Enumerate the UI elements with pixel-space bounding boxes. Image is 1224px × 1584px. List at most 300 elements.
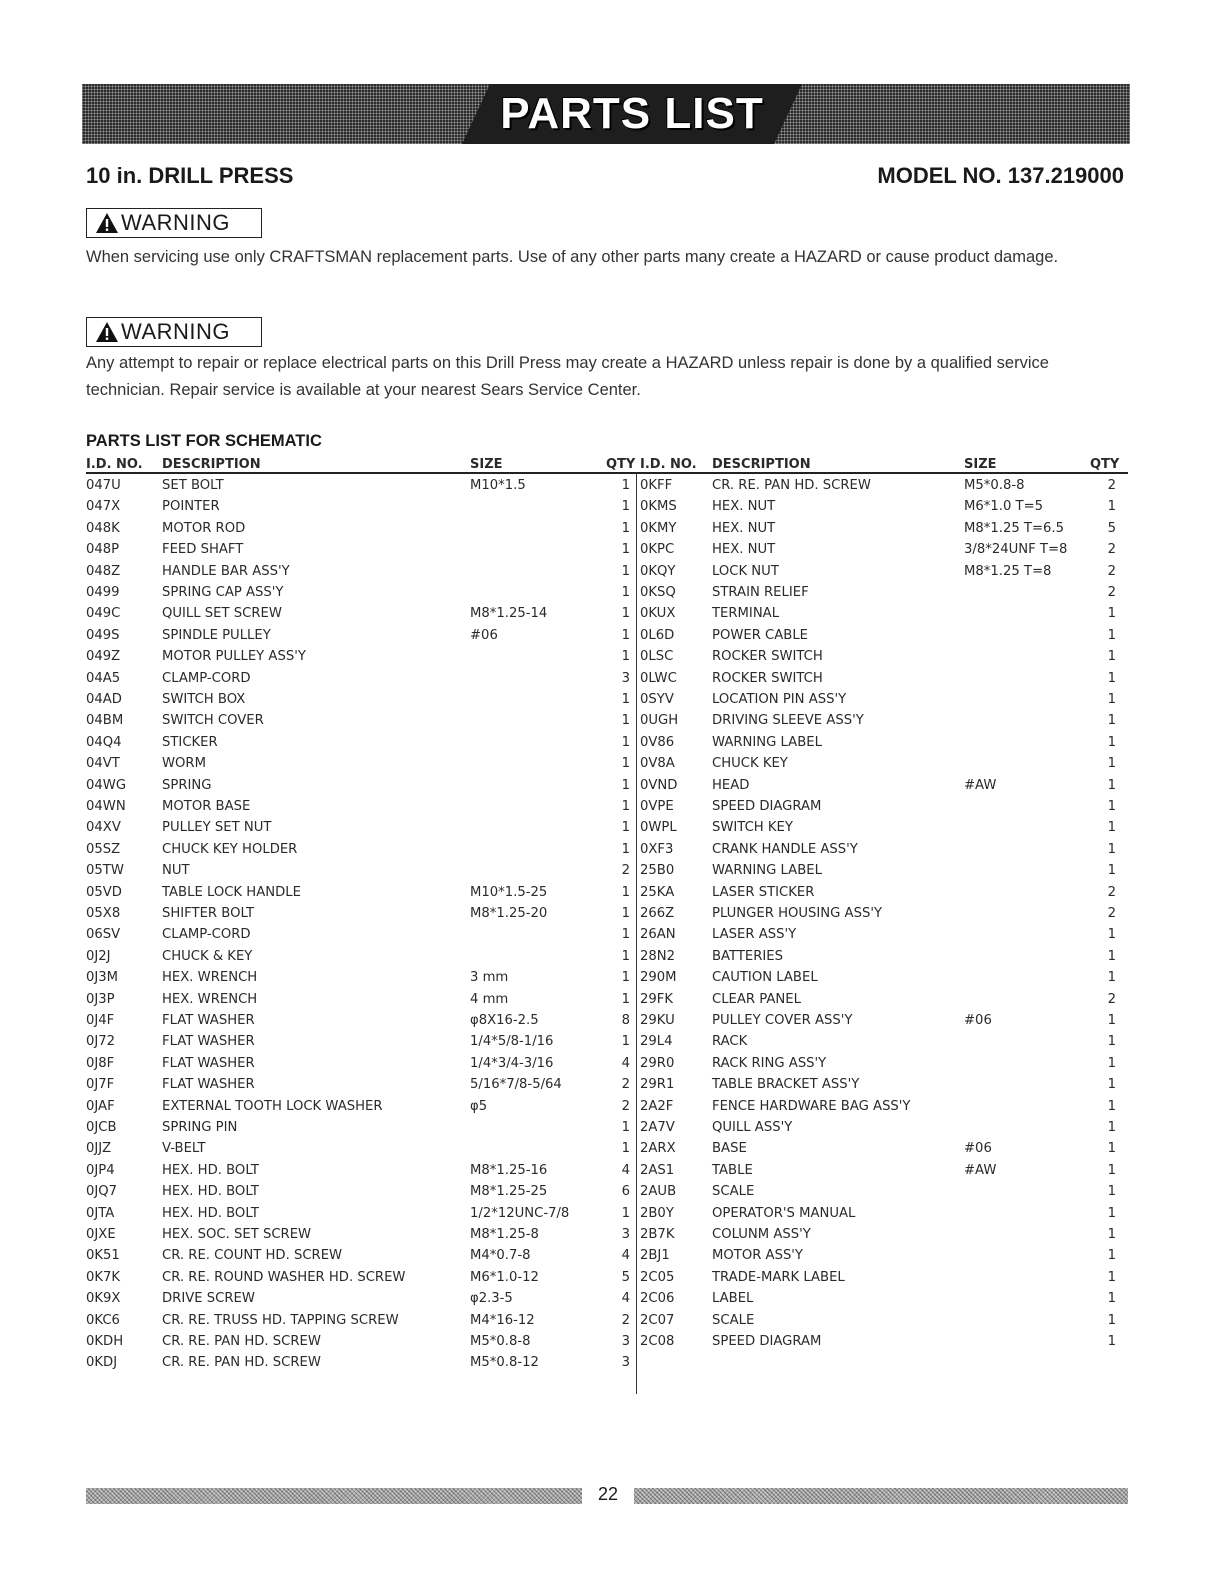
warning-triangle-icon [95,212,119,234]
table-row [86,688,1128,709]
part-id: 0SYV [640,692,674,707]
part-id: 2C08 [640,1334,675,1349]
part-qty: 1 [621,627,630,643]
part-description: SET BOLT [162,478,224,493]
part-description: PLUNGER HOUSING ASS'Y [712,906,882,921]
part-qty: 2 [1107,991,1116,1007]
part-qty: 1 [1107,713,1116,729]
part-size: φ5 [470,1098,488,1114]
part-id: 05SZ [86,841,121,857]
part-qty: 1 [621,734,630,750]
part-qty: 4 [621,1248,630,1264]
part-qty: 1 [1107,606,1116,622]
footer-pattern-right [634,1488,1128,1504]
part-id: 25KA [640,884,675,900]
part-id: 2B0Y [640,1205,674,1221]
part-size: M10*1.5-25 [470,884,548,900]
table-row [86,731,1128,752]
table-row [86,1116,1128,1137]
table-row [86,838,1128,859]
part-id: 048K [86,520,120,536]
part-qty: 4 [621,1055,630,1071]
table-row [86,859,1128,880]
part-qty: 1 [1107,734,1116,750]
part-description: WORM [162,756,206,772]
table-row [86,1073,1128,1094]
col-header-id: I.D. NO. [86,457,143,472]
part-size: M5*0.8-12 [470,1355,539,1371]
part-id: 2B7K [640,1227,675,1242]
part-qty: 3 [621,1355,630,1371]
part-description: RACK [712,1034,748,1050]
part-qty: 1 [621,777,630,793]
part-description: MOTOR ROD [162,520,246,536]
part-description: FLAT WASHER [162,1034,255,1050]
part-description: ROCKER SWITCH [712,670,823,686]
part-id: 05X8 [86,906,121,921]
table-row [86,560,1128,581]
part-id: 0J2J [86,948,111,964]
part-qty: 1 [621,906,630,921]
part-size: 1/2*12UNC-7/8 [470,1205,570,1221]
part-description: CHUCK & KEY [162,948,253,964]
part-id: 0LWC [640,670,677,686]
part-qty: 2 [1107,585,1116,600]
part-description: CHUCK KEY [712,756,788,772]
part-description: SPEED DIAGRAM [712,799,822,814]
table-row [86,816,1128,837]
part-qty: 1 [621,756,630,772]
warning-text-1: When servicing use only CRAFTSMAN replacement parts. Use of any other parts many create a HAZARD or cause product damage. [86,248,1059,266]
part-id: 04VT [86,756,120,772]
part-description: MOTOR BASE [162,799,251,814]
part-id: 0XF3 [640,841,674,857]
part-description: HEX. HD. BOLT [162,1184,259,1200]
table-row [86,1351,1128,1372]
part-qty: 2 [1107,478,1116,493]
part-description: CR. RE. ROUND WASHER HD. SCREW [162,1269,406,1285]
part-description: COLUNM ASS'Y [712,1227,811,1242]
part-id: 04XV [86,820,121,836]
part-size: #06 [964,1141,992,1157]
part-id: 049S [86,627,120,643]
part-id: 049C [86,606,121,622]
table-row [86,1030,1128,1051]
part-qty: 1 [1107,799,1116,814]
part-qty: 4 [621,1291,630,1307]
part-id: 0KQY [640,563,676,579]
col-header-description: DESCRIPTION [712,457,811,472]
part-qty: 1 [1107,1141,1116,1157]
table-row [86,1202,1128,1223]
part-qty: 3 [621,1227,630,1242]
warning-label-text: WARNING [121,210,231,235]
table-row [86,945,1128,966]
table-body [86,474,1128,1394]
part-size: M10*1.5 [470,478,526,493]
part-qty: 1 [1107,1034,1116,1050]
part-description: POWER CABLE [712,627,809,643]
part-description: SPEED DIAGRAM [712,1334,822,1349]
part-qty: 1 [621,713,630,729]
part-id: 0JAF [86,1098,115,1114]
part-id: 0K51 [86,1248,120,1264]
part-id: 2A7V [640,1120,675,1135]
part-description: CR. RE. PAN HD. SCREW [162,1355,321,1371]
col-header-qty: QTY [1090,457,1120,472]
part-id: 0J3P [86,991,115,1007]
part-id: 0J4F [86,1013,115,1028]
part-qty: 1 [1107,1227,1116,1242]
part-description: WARNING LABEL [712,734,822,750]
part-description: TABLE LOCK HANDLE [162,884,301,900]
page-number: 22 [597,1484,619,1504]
part-qty: 1 [1107,1269,1116,1285]
part-description: WARNING LABEL [712,863,822,879]
part-qty: 1 [1107,1162,1116,1178]
part-id: 0JP4 [86,1162,115,1178]
part-id: 29R0 [640,1055,675,1071]
part-qty: 1 [1107,1098,1116,1114]
table-header [86,457,1128,474]
part-description: CR. RE. PAN HD. SCREW [712,478,871,493]
part-qty: 1 [1107,1120,1116,1135]
title-banner [82,84,1130,144]
part-size: 4 mm [470,991,509,1007]
table-row [86,1266,1128,1287]
part-qty: 1 [621,520,630,536]
part-id: 047X [86,499,121,515]
part-id: 0KSQ [640,585,676,600]
part-description: SCALE [712,1184,755,1200]
part-size: M6*1.0 T=5 [964,499,1044,515]
part-id: 0J3M [86,970,119,986]
part-description: MOTOR PULLEY ASS'Y [162,649,306,665]
table-row [86,1095,1128,1116]
table-row [86,752,1128,773]
part-id: 29FK [640,991,674,1007]
part-id: 0V8A [640,756,675,772]
part-description: FLAT WASHER [162,1077,255,1093]
table-row [86,474,1128,495]
part-id: 0JXE [86,1227,116,1242]
table-row [86,902,1128,923]
part-description: HEAD [712,777,750,793]
part-id: 0J7F [86,1077,115,1093]
part-description: NUT [162,863,190,879]
part-qty: 1 [621,649,630,665]
part-description: TABLE BRACKET ASS'Y [712,1077,860,1093]
part-id: 048Z [86,563,121,579]
part-qty: 1 [621,542,630,558]
part-id: 0KUX [640,606,676,622]
part-description: SPRING [162,777,212,793]
part-size: φ8X16-2.5 [470,1013,539,1028]
part-description: CR. RE. PAN HD. SCREW [162,1334,321,1349]
table-row [86,795,1128,816]
part-size: #AW [964,777,997,793]
table-row [86,774,1128,795]
table-row [86,881,1128,902]
part-id: 0KMS [640,499,677,515]
part-description: SPRING CAP ASS'Y [162,585,284,600]
part-id: 04A5 [86,670,121,686]
table-row [86,1244,1128,1265]
part-qty: 2 [1107,884,1116,900]
part-description: QUILL SET SCREW [162,606,282,622]
part-qty: 5 [1107,520,1116,536]
warning-label-2 [86,317,262,347]
part-size: M5*0.8-8 [964,478,1025,493]
warning-label-1 [86,208,262,238]
part-qty: 1 [1107,499,1116,515]
table-row [86,1330,1128,1351]
col-header-size: SIZE [470,457,503,472]
part-size: M5*0.8-8 [470,1334,531,1349]
part-qty: 1 [1107,927,1116,943]
part-description: TRADE-MARK LABEL [712,1269,845,1285]
part-description: CAUTION LABEL [712,970,818,986]
part-description: FLAT WASHER [162,1055,255,1071]
part-id: 04AD [86,692,122,707]
col-header-qty: QTY [606,457,636,472]
part-qty: 1 [1107,841,1116,857]
part-size: #06 [964,1013,992,1028]
part-qty: 2 [621,863,630,879]
part-description: POINTER [162,499,220,515]
part-id: 0K9X [86,1291,121,1307]
part-description: LOCK NUT [712,563,779,579]
table-row [86,1137,1128,1158]
part-description: STRAIN RELIEF [712,585,809,600]
part-description: SWITCH COVER [162,713,264,729]
part-description: HEX. NUT [712,520,776,536]
part-id: 06SV [86,927,121,943]
part-size: M4*16-12 [470,1312,535,1328]
part-qty: 1 [621,563,630,579]
part-size: M8*1.25-16 [470,1162,548,1178]
part-description: LASER ASS'Y [712,927,797,943]
part-size: M6*1.0-12 [470,1269,539,1285]
part-qty: 2 [621,1312,630,1328]
part-description: CHUCK KEY HOLDER [162,841,298,857]
part-description: MOTOR ASS'Y [712,1248,803,1264]
part-description: HEX. NUT [712,499,776,515]
part-size: M8*1.25 T=8 [964,563,1052,579]
part-size: #06 [470,627,498,643]
part-id: 0LSC [640,649,674,665]
part-description: SPRING PIN [162,1120,238,1135]
part-description: CLEAR PANEL [712,991,801,1007]
part-qty: 1 [1107,1248,1116,1264]
part-description: HANDLE BAR ASS'Y [162,563,290,579]
part-qty: 1 [1107,1055,1116,1071]
part-id: 2AUB [640,1184,677,1200]
part-size: M8*1.25 T=6.5 [964,520,1064,536]
part-id: 25B0 [640,863,675,879]
part-description: TERMINAL [712,606,780,622]
table-row [86,1223,1128,1244]
part-qty: 1 [621,1205,630,1221]
part-id: 2C06 [640,1291,675,1307]
part-qty: 5 [621,1269,630,1285]
part-description: PULLEY COVER ASS'Y [712,1013,853,1028]
part-description: HEX. NUT [712,542,776,558]
col-header-id: I.D. NO. [640,457,697,472]
part-qty: 1 [621,1141,630,1157]
part-id: 0KPC [640,542,675,558]
part-id: 0499 [86,585,120,600]
part-description: CRANK HANDLE ASS'Y [712,841,858,857]
part-description: HEX. SOC. SET SCREW [162,1227,312,1242]
part-id: 0KDJ [86,1355,118,1371]
part-description: DRIVING SLEEVE ASS'Y [712,713,864,729]
part-id: 2C07 [640,1312,675,1328]
table-row [86,1287,1128,1308]
part-qty: 1 [621,927,630,943]
part-description: STICKER [162,734,218,750]
parts-table [86,457,1128,1394]
table-row [86,1009,1128,1030]
part-description: CLAMP-CORD [162,927,251,943]
table-row [86,645,1128,666]
part-description: ROCKER SWITCH [712,649,823,665]
part-qty: 1 [1107,1013,1116,1028]
part-size: #AW [964,1162,997,1178]
table-row [86,581,1128,602]
part-description: FEED SHAFT [162,542,244,558]
part-description: SWITCH KEY [712,820,793,836]
part-qty: 1 [621,991,630,1007]
part-qty: 1 [1107,970,1116,986]
part-size: 3 mm [470,970,509,986]
part-id: 0JJZ [86,1141,112,1157]
part-qty: 1 [1107,756,1116,772]
part-description: CLAMP-CORD [162,670,251,686]
part-qty: 1 [1107,670,1116,686]
part-qty: 1 [1107,1205,1116,1221]
section-title: PARTS LIST FOR SCHEMATIC [86,432,322,450]
table-row [86,538,1128,559]
part-size: M8*1.25-20 [470,906,548,921]
part-qty: 2 [621,1098,630,1114]
part-qty: 2 [621,1077,630,1093]
part-qty: 1 [621,606,630,622]
table-row [86,966,1128,987]
part-id: 0KMY [640,520,677,536]
table-row [86,1159,1128,1180]
part-id: 28N2 [640,948,676,964]
part-qty: 1 [1107,1291,1116,1307]
part-description: BATTERIES [712,948,784,964]
part-description: CR. RE. COUNT HD. SCREW [162,1248,343,1264]
warning-text-2: Any attempt to repair or replace electrical parts on this Drill Press may create a HAZARD unless repair is done by a qualified service technician. Repair service is available at your nearest Sears Service Center. [86,354,1049,399]
part-qty: 1 [1107,1312,1116,1328]
part-description: CR. RE. TRUSS HD. TAPPING SCREW [162,1312,399,1328]
footer-pattern-left [86,1488,582,1504]
part-qty: 1 [621,970,630,986]
model-number: MODEL NO. 137.219000 [877,163,1124,188]
part-id: 0VPE [640,799,674,814]
part-qty: 1 [621,948,630,964]
product-title: 10 in. DRILL PRESS [86,163,294,188]
part-qty: 1 [621,820,630,836]
part-id: 05VD [86,884,122,900]
part-qty: 1 [1107,1184,1116,1200]
part-qty: 1 [621,799,630,814]
part-id: 0KDH [86,1334,124,1349]
part-id: 0J72 [86,1034,116,1050]
warning-label-text: WARNING [121,319,231,344]
part-qty: 3 [621,1334,630,1349]
table-row [86,495,1128,516]
part-description: V-BELT [162,1141,206,1157]
part-id: 29R1 [640,1077,675,1093]
part-qty: 2 [1107,563,1116,579]
part-id: 0K7K [86,1269,121,1285]
part-id: 0KC6 [86,1312,120,1328]
part-id: 04WN [86,799,126,814]
part-id: 0UGH [640,713,679,729]
table-row [86,1180,1128,1201]
part-qty: 1 [621,884,630,900]
part-id: 290M [640,970,677,986]
part-qty: 8 [621,1013,630,1028]
part-id: 26AN [640,927,676,943]
part-description: LASER STICKER [712,884,815,900]
part-description: RACK RING ASS'Y [712,1055,827,1071]
part-size: M8*1.25-14 [470,606,548,622]
part-id: 0J8F [86,1055,115,1071]
part-description: QUILL ASS'Y [712,1120,793,1135]
part-id: 0JQ7 [86,1184,118,1200]
part-qty: 1 [621,1120,630,1135]
part-description: FLAT WASHER [162,1013,255,1028]
part-id: 049Z [86,649,121,665]
part-qty: 2 [1107,542,1116,558]
part-id: 0KFF [640,478,673,493]
part-qty: 3 [621,670,630,686]
part-description: FENCE HARDWARE BAG ASS'Y [712,1098,911,1114]
part-id: 048P [86,542,120,558]
table-row [86,602,1128,623]
part-description: TABLE [712,1162,753,1178]
warning-triangle-icon [95,321,119,343]
part-qty: 1 [1107,1334,1116,1349]
part-qty: 1 [1107,948,1116,964]
part-id: 2ARX [640,1141,676,1157]
col-header-size: SIZE [964,457,997,472]
part-size: 1/4*5/8-1/16 [470,1034,554,1050]
table-row [86,709,1128,730]
part-description: HEX. WRENCH [162,970,258,986]
part-description: EXTERNAL TOOTH LOCK WASHER [162,1098,383,1114]
part-description: SWITCH BOX [162,692,246,707]
part-qty: 1 [621,692,630,707]
part-description: BASE [712,1141,747,1157]
part-qty: 6 [621,1184,630,1200]
part-id: 0JTA [86,1205,115,1221]
part-id: 2C05 [640,1269,675,1285]
part-qty: 1 [1107,692,1116,707]
part-qty: 1 [621,499,630,515]
part-id: 29L4 [640,1034,673,1050]
part-description: PULLEY SET NUT [162,820,272,836]
part-id: 29KU [640,1013,675,1028]
part-id: 2BJ1 [640,1248,670,1264]
part-description: SHIFTER BOLT [162,906,255,921]
part-size: M4*0.7-8 [470,1248,531,1264]
